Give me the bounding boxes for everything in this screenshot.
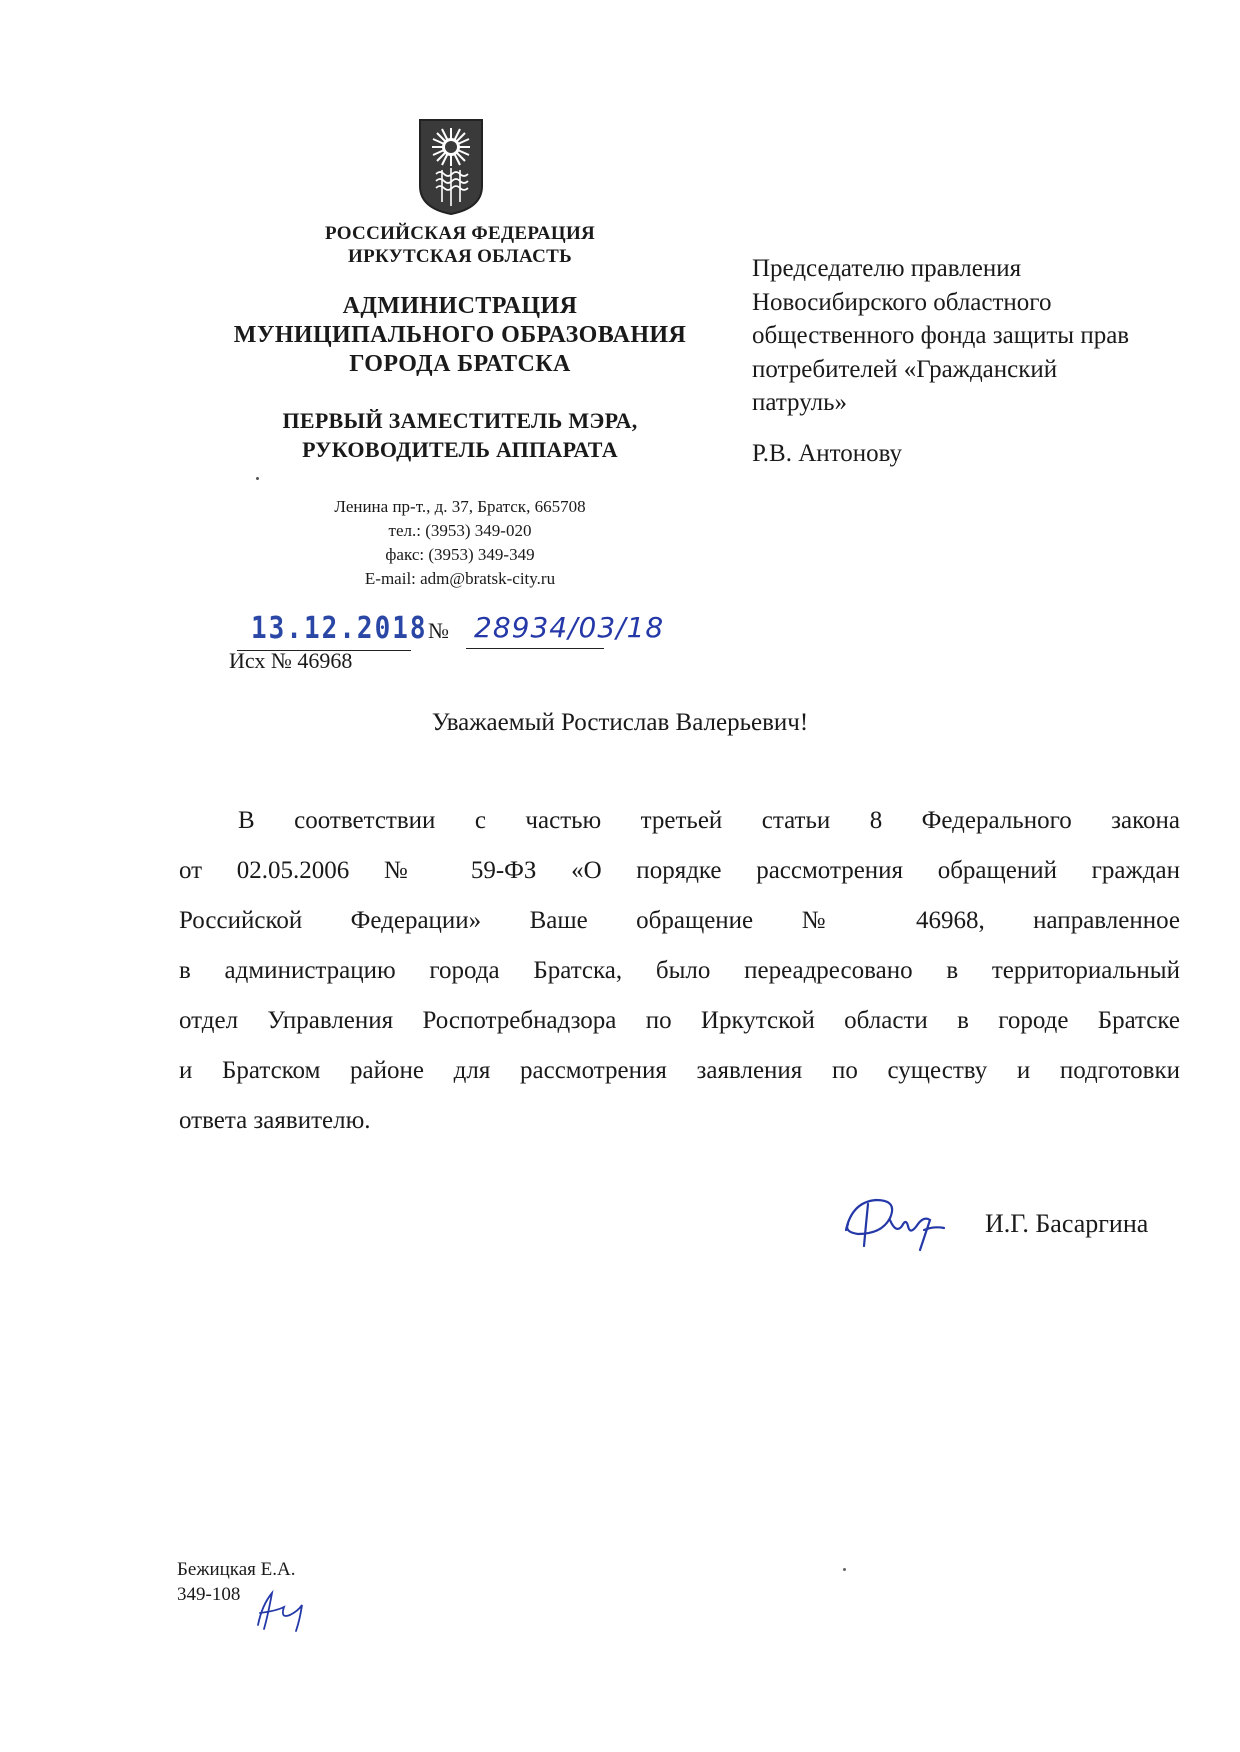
organization-line-3: ГОРОДА БРАТСКА: [349, 351, 571, 377]
number-sign: №: [428, 618, 449, 643]
registration-date-stamp: 13.12.2018: [251, 611, 428, 647]
addressee-line: Новосибирского областного: [752, 288, 1052, 316]
addressee-block: [752, 252, 1129, 470]
position-line-1: ПЕРВЫЙ ЗАМЕСТИТЕЛЬ МЭРА,: [282, 408, 638, 433]
addressee-line: Председателю правления: [752, 255, 1022, 282]
body-line: В соответствии с частью третьей статьи 8 Федерального закона: [238, 807, 1180, 834]
addressee-line: потребителей «Гражданский: [752, 355, 1058, 383]
region-name: ИРКУТСКАЯ ОБЛАСТЬ: [348, 246, 572, 267]
scan-speck: [843, 1568, 846, 1571]
addressee-line: патруль»: [752, 389, 848, 416]
header-organization: [210, 292, 710, 379]
addressee-line: общественного фонда защиты прав: [752, 322, 1130, 349]
body-line: и Братском районе для рассмотрения заявления по существу и подготовки: [179, 1057, 1180, 1084]
executor-name: Бежицкая Е.А.: [177, 1559, 296, 1580]
body-line: Российской Федерации» Ваше обращение № 46968, направленное: [179, 907, 1180, 934]
position-line-2: РУКОВОДИТЕЛЬ АППАРАТА: [302, 437, 618, 462]
outgoing-number: Исх № 46968: [229, 648, 353, 673]
phone-line: тел.: (3953) 349-020: [388, 521, 532, 540]
salutation: Уважаемый Ростислав Валерьевич!: [431, 709, 809, 736]
letter-body: [179, 806, 1180, 1156]
signer-name: И.Г. Басаргина: [985, 1209, 1149, 1238]
registration-number-field: [466, 608, 665, 649]
header-position: [210, 406, 710, 464]
registration-number-handwritten: 28934/03/18: [474, 611, 665, 644]
body-line: ответа заявителю.: [179, 1107, 371, 1134]
addressee-name: Р.В. Антонову: [752, 439, 903, 467]
registration-date-field: [237, 610, 428, 651]
contact-block: [210, 495, 710, 591]
scan-speck: [256, 477, 259, 480]
organization-line-1: АДМИНИСТРАЦИЯ: [342, 293, 578, 319]
address-line: Ленина пр-т., д. 37, Братск, 665708: [334, 497, 586, 516]
executor-initials-handwritten: [250, 1585, 314, 1635]
coat-of-arms-emblem: [418, 118, 484, 216]
organization-line-2: МУНИЦИПАЛЬНОГО ОБРАЗОВАНИЯ: [233, 322, 687, 348]
email-line: E-mail: adm@bratsk-city.ru: [364, 569, 556, 588]
body-line: в администрацию города Братска, было переадресовано в территориальный: [179, 957, 1180, 984]
executor-phone: 349-108: [177, 1584, 241, 1605]
fax-line: факс: (3953) 349-349: [385, 545, 535, 564]
signature-handwritten: [838, 1190, 950, 1256]
country-name: РОССИЙСКАЯ ФЕДЕРАЦИЯ: [324, 223, 596, 244]
body-line: от 02.05.2006 № 59-ФЗ «О порядке рассмотрения обращений граждан: [179, 857, 1180, 884]
body-line: отдел Управления Роспотребнадзора по Иркутской области в городе Братске: [179, 1007, 1180, 1034]
header-state: [210, 222, 710, 268]
